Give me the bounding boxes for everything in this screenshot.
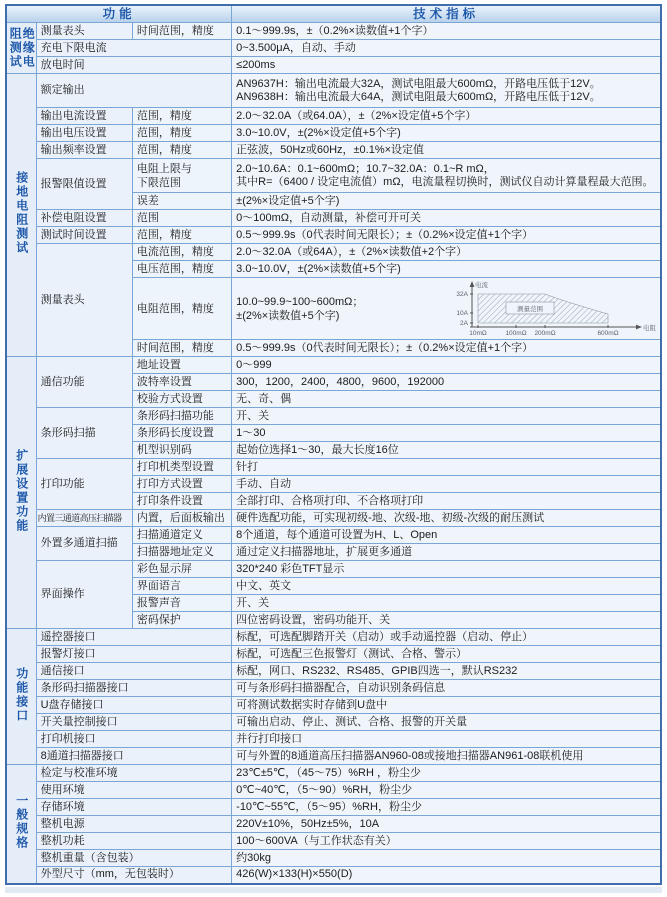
group-label: 整机电源 xyxy=(36,816,232,833)
svg-text:200mΩ: 200mΩ xyxy=(534,329,556,337)
spec-value: 起始位选择1～30，最大长度16位 xyxy=(232,442,661,459)
measure-range-chart xyxy=(442,279,658,339)
spec-value: 约30kg xyxy=(232,850,661,867)
group-label: 报警限值设置 xyxy=(36,159,132,210)
sub-label: 波特率设置 xyxy=(132,374,231,391)
spec-value: 10.0~99.9~100~600mΩ； ±(2%×读数值+5个字) 测量范围 电流 电阻 32A 10A 2A 10mΩ 100mΩ 200mΩ 600mΩ xyxy=(232,278,661,340)
spec-value: 开、关 xyxy=(232,408,661,425)
table-row xyxy=(6,748,661,765)
table-row xyxy=(6,142,661,159)
sub-label: 内置，后面板输出 xyxy=(132,510,231,527)
x-axis-label: 电阻 xyxy=(643,324,656,332)
group-label: 界面操作 xyxy=(36,561,132,629)
group-label: 整机重量（含包装） xyxy=(36,850,232,867)
group-label: 内置三通道高压扫描器 xyxy=(36,510,132,527)
spec-table xyxy=(5,4,662,885)
table-row xyxy=(6,510,661,527)
spec-value: 220V±10%，50Hz±5%，10A xyxy=(232,816,661,833)
section-label: 一般规格 xyxy=(6,765,36,884)
spec-value: ±(2%×设定值+5个字) xyxy=(232,193,661,210)
table-row xyxy=(6,408,661,425)
spec-value: 300，1200，2400，4800，9600，192000 xyxy=(232,374,661,391)
table-row xyxy=(6,697,661,714)
table-row xyxy=(6,663,661,680)
sub-label: 范围，精度 xyxy=(132,125,231,142)
spec-value: 通过定义扫描器地址，扩展更多通道 xyxy=(232,544,661,561)
group-label: 开关量控制接口 xyxy=(36,714,232,731)
spec-value: 标配，可选配三色报警灯（测试、合格、警示） xyxy=(232,646,661,663)
spec-value: 3.0~10.0V，±(2%×读数值+5个字) xyxy=(232,261,661,278)
spec-value: 无、奇、偶 xyxy=(232,391,661,408)
section-label: 扩展设置功能 xyxy=(6,357,36,629)
spec-value: 320*240 彩色TFT显示 xyxy=(232,561,661,578)
group-label: 打印功能 xyxy=(36,459,132,510)
sub-label: 机型识别码 xyxy=(132,442,231,459)
sub-label: 范围，精度 xyxy=(132,142,231,159)
spec-value: 0.5～999.9s（0代表时间无限长）；±（0.2%×设定值+1个字） xyxy=(232,227,661,244)
svg-text:100mΩ: 100mΩ xyxy=(505,329,527,337)
group-label: U盘存储接口 xyxy=(36,697,232,714)
table-row xyxy=(6,23,661,40)
table-row xyxy=(6,561,661,578)
spec-value: 中文、英文 xyxy=(232,578,661,595)
sub-label: 时间范围，精度 xyxy=(132,23,231,40)
spec-value: 四位密码设置，密码功能开、关 xyxy=(232,612,661,629)
sub-label: 打印方式设置 xyxy=(132,476,231,493)
table-row xyxy=(6,227,661,244)
header-function: 功能 xyxy=(6,5,232,23)
spec-value: 手动、自动 xyxy=(232,476,661,493)
spec-value: 1～30 xyxy=(232,425,661,442)
sub-label: 界面语言 xyxy=(132,578,231,595)
group-label: 条形码扫描器接口 xyxy=(36,680,232,697)
spec-value: 标配，网口、RS232、RS485、GPIB四选一，默认RS232 xyxy=(232,663,661,680)
svg-text:10A: 10A xyxy=(456,309,468,317)
spec-value: -10℃~55℃，（5～95）%RH，粉尘少 xyxy=(232,799,661,816)
spec-value: 并行打印接口 xyxy=(232,731,661,748)
group-label: 输出频率设置 xyxy=(36,142,132,159)
spec-value: 8个通道，每个通道可设置为H、L、Open xyxy=(232,527,661,544)
section-label: 绝缘电 阻测试 xyxy=(6,23,36,74)
sub-label: 报警声音 xyxy=(132,595,231,612)
spec-value: 可与外置的8通道高压扫描器AN960-08或接地扫描器AN961-08联机使用 xyxy=(232,748,661,765)
spec-value: 0～100mΩ，自动测量，补偿可开可关 xyxy=(232,210,661,227)
header-tech-spec: 技术指标 xyxy=(232,5,661,23)
sub-label: 范围，精度 xyxy=(132,108,231,125)
spec-value: 426(W)×133(H)×550(D) xyxy=(232,867,661,884)
spec-value: 标配，可选配脚踏开关（启动）或手动遥控器（启动、停止） xyxy=(232,629,661,646)
sub-label: 电流范围，精度 xyxy=(132,244,231,261)
group-label: 整机功耗 xyxy=(36,833,232,850)
group-label: 放电时间 xyxy=(36,57,232,74)
table-row xyxy=(6,833,661,850)
table-row xyxy=(6,527,661,544)
table-row xyxy=(6,159,661,193)
spec-value: 0.5～999.9s（0代表时间无限长）；±（0.2%×设定值+1个字） xyxy=(232,340,661,357)
table-row xyxy=(6,799,661,816)
table-row xyxy=(6,867,661,884)
spec-value: 可将测试数据实时存储到U盘中 xyxy=(232,697,661,714)
spec-value: 2.0～32.0A（或64A），±（2%×读数值+2个字） xyxy=(232,244,661,261)
spec-value: 可与条形码扫描器配合，自动识别条码信息 xyxy=(232,680,661,697)
sub-label: 彩色显示屏 xyxy=(132,561,231,578)
spec-value: 全部打印、合格项打印、不合格项打印 xyxy=(232,493,661,510)
group-label: 补偿电阻设置 xyxy=(36,210,132,227)
sub-label: 打印机类型设置 xyxy=(132,459,231,476)
group-label: 报警灯接口 xyxy=(36,646,232,663)
svg-text:10mΩ: 10mΩ xyxy=(469,329,487,337)
sub-label: 范围，精度 xyxy=(132,227,231,244)
spec-value: 0~3.500μA，自动、手动 xyxy=(232,40,661,57)
spec-value: ≤200ms xyxy=(232,57,661,74)
spec-value: 开、关 xyxy=(232,595,661,612)
spec-value: 3.0~10.0V，±(2%×设定值+5个字) xyxy=(232,125,661,142)
table-row xyxy=(6,210,661,227)
sub-label: 误差 xyxy=(132,193,231,210)
group-label: 测量表头 xyxy=(36,23,132,40)
sub-label: 电阻上限与 下限范围 xyxy=(132,159,231,193)
sub-label: 电阻范围，精度 xyxy=(132,278,231,340)
spec-value: 2.0～32.0A（或64.0A），±（2%×设定值+5个字） xyxy=(232,108,661,125)
svg-text:600mΩ: 600mΩ xyxy=(597,329,619,337)
region-label: 测量范围 xyxy=(517,305,543,313)
table-row xyxy=(6,40,661,57)
svg-text:32A: 32A xyxy=(456,290,468,298)
spec-value: 2.0~10.6A：0.1~600mΩ；10.7~32.0A：0.1~R mΩ， 其中R=（6400 / 设定电流值）mΩ，电流量程切换时，测试仪自动计算量程最大范围。 xyxy=(232,159,661,193)
table-row xyxy=(6,646,661,663)
spec-value: AN9637H：输出电流最大32A，测试电阻最大600mΩ，开路电压低于12V。 AN9638H：输出电流最大64A，测试电阻最大600mΩ，开路电压低于12V。 xyxy=(232,74,661,108)
table-row xyxy=(6,782,661,799)
page-footer-strip xyxy=(5,887,662,893)
table-header-row xyxy=(6,5,661,23)
spec-value: 针打 xyxy=(232,459,661,476)
sub-label: 条形码扫描功能 xyxy=(132,408,231,425)
group-label: 测量表头 xyxy=(36,244,132,357)
spec-value: 100～600VA（与工作状态有关） xyxy=(232,833,661,850)
group-label: 打印机接口 xyxy=(36,731,232,748)
group-label: 使用环境 xyxy=(36,782,232,799)
section-label: 接地电阻测试 xyxy=(6,74,36,357)
group-label: 条形码扫描 xyxy=(36,408,132,459)
section-label: 功能接口 xyxy=(6,629,36,765)
group-label: 额定输出 xyxy=(36,74,232,108)
table-row xyxy=(6,816,661,833)
sub-label: 扫描通道定义 xyxy=(132,527,231,544)
sub-label: 校验方式设置 xyxy=(132,391,231,408)
table-row xyxy=(6,731,661,748)
group-label: 存储环境 xyxy=(36,799,232,816)
sub-label: 时间范围，精度 xyxy=(132,340,231,357)
spec-table-body xyxy=(6,23,661,884)
group-label: 外置多通道扫描 xyxy=(36,527,132,561)
group-label: 充电下限电流 xyxy=(36,40,232,57)
y-axis-label: 电流 xyxy=(475,281,488,289)
table-row xyxy=(6,108,661,125)
sub-label: 扫描器地址定义 xyxy=(132,544,231,561)
sub-label: 条形码长度设置 xyxy=(132,425,231,442)
spec-value: 0～999 xyxy=(232,357,661,374)
spec-value: 硬件选配功能，可实现初级-地、次级-地、初级-次级的耐压测试 xyxy=(232,510,661,527)
svg-text:2A: 2A xyxy=(460,319,468,327)
group-label: 输出电流设置 xyxy=(36,108,132,125)
group-label: 输出电压设置 xyxy=(36,125,132,142)
table-row xyxy=(6,244,661,261)
table-row xyxy=(6,765,661,782)
group-label: 通信功能 xyxy=(36,357,132,408)
sub-label: 打印条件设置 xyxy=(132,493,231,510)
sub-label: 电压范围，精度 xyxy=(132,261,231,278)
group-label: 外型尺寸（mm，无包装时） xyxy=(36,867,232,884)
table-row xyxy=(6,714,661,731)
table-row xyxy=(6,74,661,108)
group-label: 遥控器接口 xyxy=(36,629,232,646)
sub-label: 范围 xyxy=(132,210,231,227)
spec-value: 23℃±5℃，（45～75）%RH ，粉尘少 xyxy=(232,765,661,782)
table-row xyxy=(6,357,661,374)
table-row xyxy=(6,57,661,74)
table-row xyxy=(6,459,661,476)
sub-label: 密码保护 xyxy=(132,612,231,629)
group-label: 通信接口 xyxy=(36,663,232,680)
sub-label: 地址设置 xyxy=(132,357,231,374)
table-row xyxy=(6,850,661,867)
group-label: 检定与校准环境 xyxy=(36,765,232,782)
table-row xyxy=(6,629,661,646)
group-label: 8通道扫描器接口 xyxy=(36,748,232,765)
spec-value: 0.1～999.9s，±（0.2%×读数值+1个字） xyxy=(232,23,661,40)
group-label: 测试时间设置 xyxy=(36,227,132,244)
spec-value: 可输出启动、停止、测试、合格、报警的开关量 xyxy=(232,714,661,731)
table-row xyxy=(6,680,661,697)
table-row xyxy=(6,125,661,142)
spec-value: 正弦波，50Hz或60Hz，±0.1%×设定值 xyxy=(232,142,661,159)
spec-value: 0℃~40℃，（5～90）%RH，粉尘少 xyxy=(232,782,661,799)
